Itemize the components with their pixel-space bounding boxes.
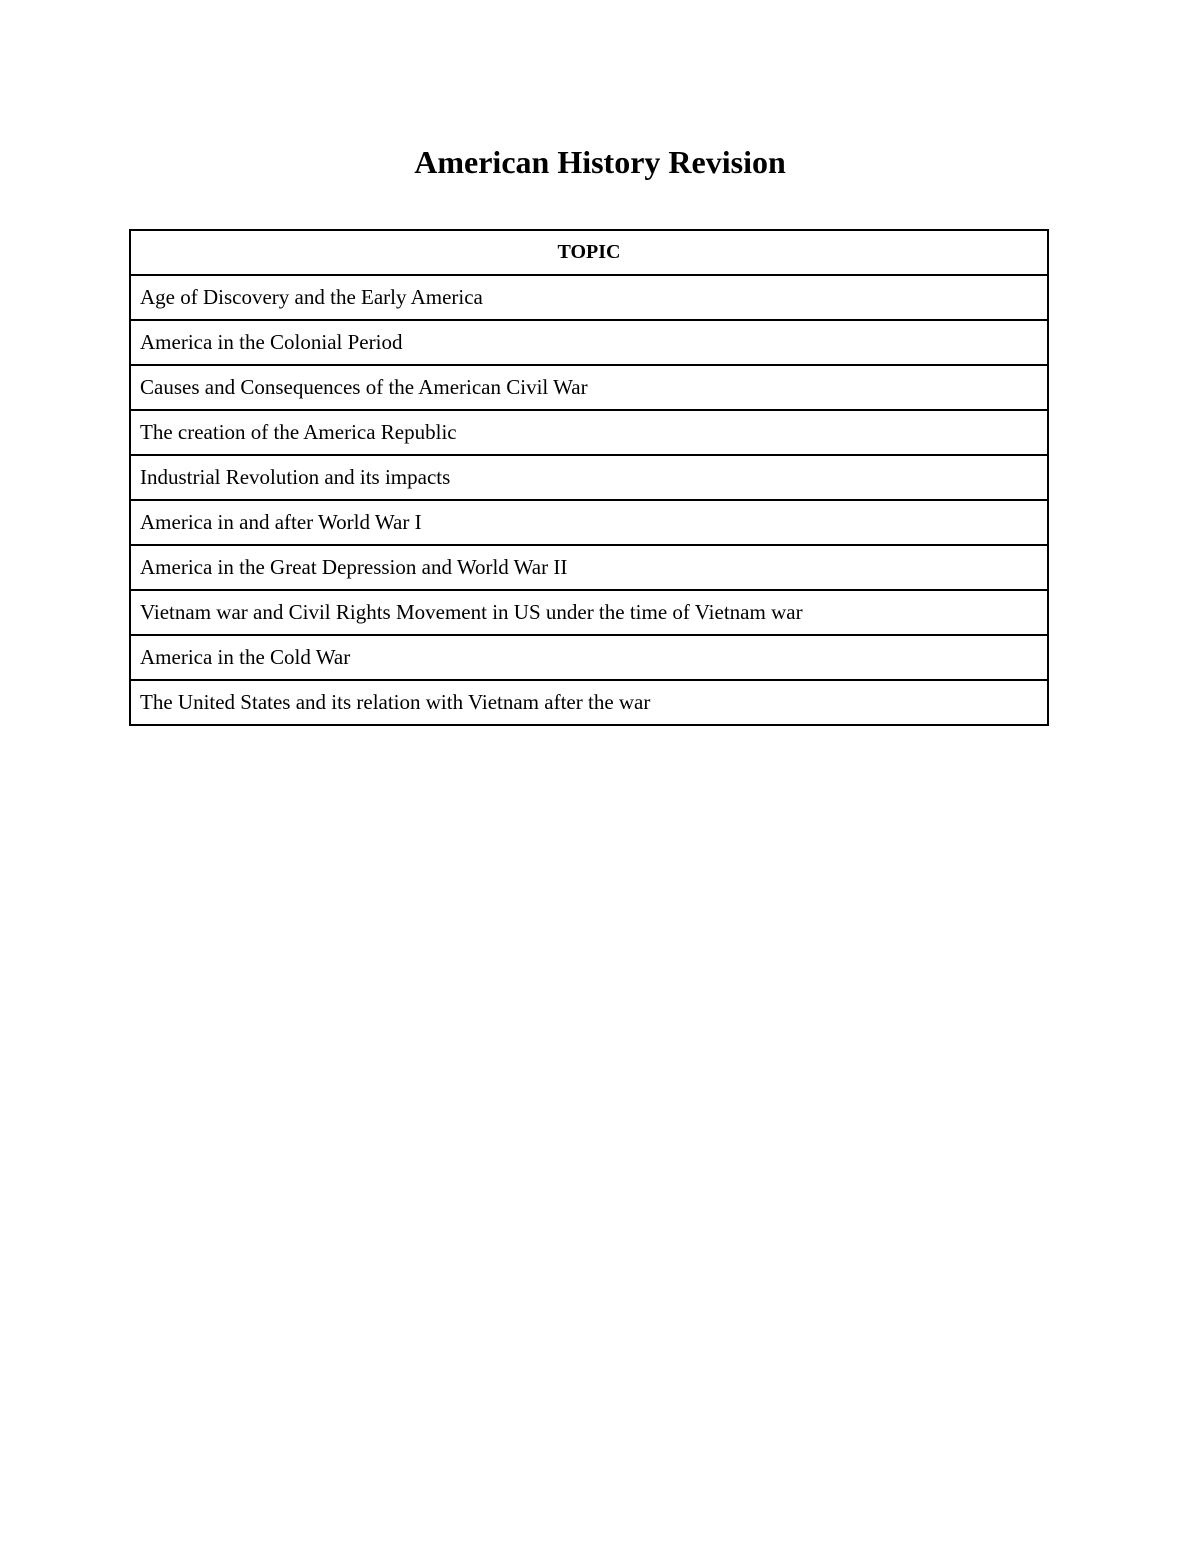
column-header-topic: TOPIC [130, 230, 1048, 275]
table-row [130, 500, 1048, 545]
table-cell: America in the Great Depression and World War II [130, 545, 1048, 590]
table-row [130, 635, 1048, 680]
table-cell: Causes and Consequences of the American Civil War [130, 365, 1048, 410]
table-row [130, 545, 1048, 590]
table-row [130, 320, 1048, 365]
table-cell: Vietnam war and Civil Rights Movement in US under the time of Vietnam war [130, 590, 1048, 635]
table-cell: America in the Colonial Period [130, 320, 1048, 365]
topic-table [129, 229, 1049, 726]
table-cell: The United States and its relation with Vietnam after the war [130, 680, 1048, 725]
table-row [130, 275, 1048, 320]
page-title: American History Revision [414, 144, 786, 180]
table-row [130, 590, 1048, 635]
table-cell: America in and after World War I [130, 500, 1048, 545]
table-row [130, 455, 1048, 500]
table-header-row [130, 230, 1048, 275]
table-cell: Industrial Revolution and its impacts [130, 455, 1048, 500]
table-row [130, 680, 1048, 725]
table-cell: Age of Discovery and the Early America [130, 275, 1048, 320]
table-cell: America in the Cold War [130, 635, 1048, 680]
table-row [130, 365, 1048, 410]
table-cell: The creation of the America Republic [130, 410, 1048, 455]
table-row [130, 410, 1048, 455]
